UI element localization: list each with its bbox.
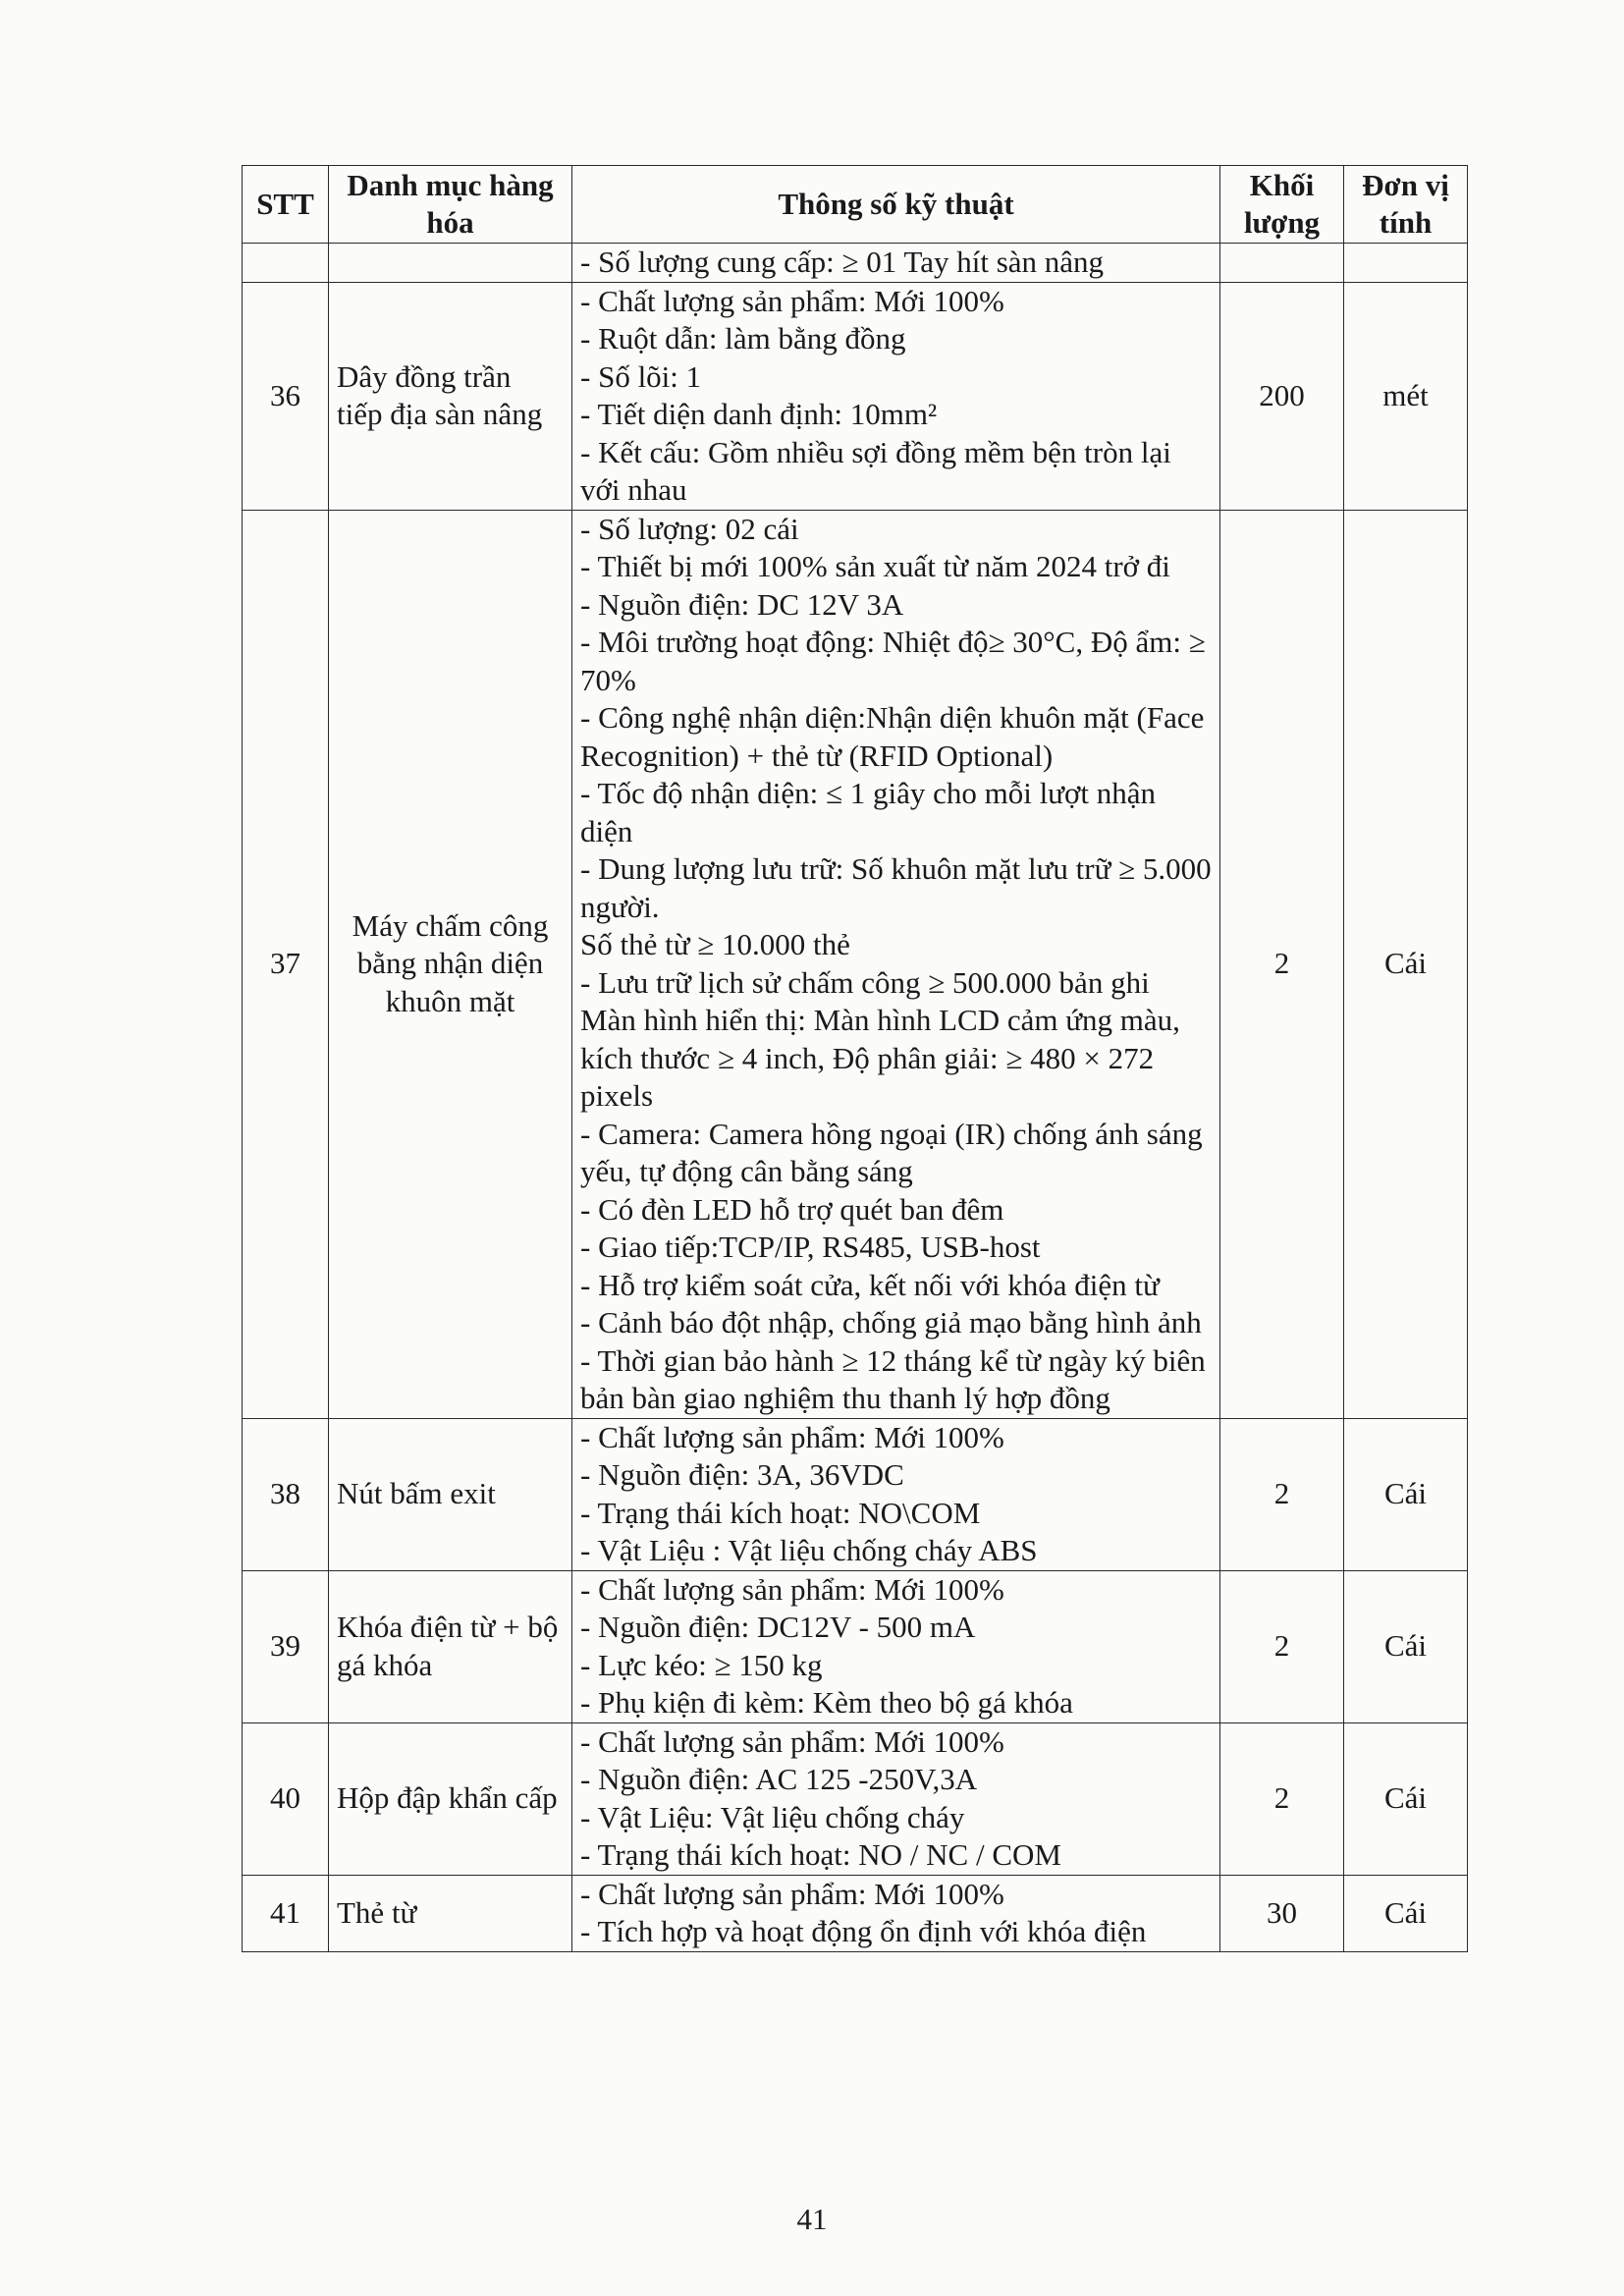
spec-line: - Chất lượng sản phẩm: Mới 100% [580, 1571, 1004, 1607]
table-row [243, 510, 1468, 1418]
spec-line: - Trạng thái kích hoạt: NO / NC / COM [580, 1837, 1061, 1872]
cell-spec [572, 1418, 1220, 1570]
table-row [243, 1570, 1468, 1722]
page-number: 41 [796, 2202, 828, 2236]
cell-stt: 36 [243, 282, 329, 510]
cell-quantity: 200 [1220, 282, 1344, 510]
spec-line: - Cảnh báo đột nhập, chống giả mạo bằng hình ảnh [580, 1305, 1202, 1339]
cell-stt: 40 [243, 1722, 329, 1875]
spec-line: - Nguồn điện: AC 125 -250V,3A [580, 1762, 978, 1796]
spec-line: - Hỗ trợ kiểm soát cửa, kết nối với khóa điện từ [580, 1267, 1160, 1302]
spec-line: - Có đèn LED hỗ trợ quét ban đêm [580, 1191, 1004, 1227]
spec-line: - Tích hợp và hoạt động ổn định với khóa điện [580, 1914, 1147, 1948]
cell-spec: - Số lượng cung cấp: ≥ 01 Tay hít sàn nâng [572, 244, 1220, 283]
table-row-continuation [243, 244, 1468, 283]
spec-line: - Tốc độ nhận diện: ≤ 1 giây cho mỗi lượt nhận diện [580, 776, 1157, 848]
cell-quantity: 2 [1220, 510, 1344, 1418]
header-stt: STT [243, 166, 329, 244]
spec-line: - Phụ kiện đi kèm: Kèm theo bộ gá khóa [580, 1685, 1073, 1720]
spec-line: - Số lõi: 1 [580, 358, 702, 394]
cell-spec [572, 510, 1220, 1418]
cell-name [329, 244, 572, 283]
cell-quantity: 2 [1220, 1722, 1344, 1875]
cell-unit: Cái [1344, 510, 1468, 1418]
spec-line: Màn hình hiển thị: Màn hình LCD cảm ứng màu, kích thước ≥ 4 inch, Độ phân giải: ≥ 480 × 272 pixels [580, 1003, 1180, 1113]
spec-line: - Lưu trữ lịch sử chấm công ≥ 500.000 bản ghi [580, 964, 1150, 1000]
spec-line: - Chất lượng sản phẩm: Mới 100% [580, 1723, 1004, 1759]
spec-line: - Nguồn điện: 3A, 36VDC [580, 1457, 904, 1492]
cell-spec [572, 1875, 1220, 1951]
cell-spec [572, 1570, 1220, 1722]
spec-table [242, 165, 1468, 1952]
spec-line: - Giao tiếp:TCP/IP, RS485, USB-host [580, 1230, 1041, 1264]
spec-line: - Trạng thái kích hoạt: NO\COM [580, 1495, 981, 1530]
cell-name: Khóa điện từ + bộ gá khóa [329, 1570, 572, 1722]
cell-unit: Cái [1344, 1418, 1468, 1570]
cell-stt [243, 244, 329, 283]
cell-spec [572, 282, 1220, 510]
cell-unit: Cái [1344, 1722, 1468, 1875]
spec-line: - Nguồn điện: DC 12V 3A [580, 586, 904, 622]
spec-line: Số thẻ từ ≥ 10.000 thẻ [580, 927, 850, 961]
cell-unit: Cái [1344, 1570, 1468, 1722]
cell-name: Máy chấm công bằng nhận diện khuôn mặt [329, 510, 572, 1418]
cell-quantity: 2 [1220, 1418, 1344, 1570]
table-row [243, 1722, 1468, 1875]
header-row [243, 166, 1468, 244]
cell-unit [1344, 244, 1468, 283]
header-quantity: Khối lượng [1220, 166, 1344, 244]
spec-line: - Dung lượng lưu trữ: Số khuôn mặt lưu trữ ≥ 5.000 người. [580, 851, 1212, 924]
spec-line: - Tiết diện danh định: 10mm² [580, 397, 938, 431]
cell-name: Hộp đập khẩn cấp [329, 1722, 572, 1875]
spec-line: - Thiết bị mới 100% sản xuất từ năm 2024 trở đi [580, 549, 1170, 583]
cell-quantity: 2 [1220, 1570, 1344, 1722]
cell-name: Nút bấm exit [329, 1418, 572, 1570]
spec-line: - Kết cấu: Gồm nhiều sợi đồng mềm bện tròn lại với nhau [580, 434, 1171, 507]
header-category: Danh mục hàng hóa [329, 166, 572, 244]
cell-name: Dây đồng trần tiếp địa sàn nâng [329, 282, 572, 510]
spec-line: - Lực kéo: ≥ 150 kg [580, 1647, 823, 1682]
cell-quantity: 30 [1220, 1875, 1344, 1951]
cell-stt: 38 [243, 1418, 329, 1570]
table-row [243, 1875, 1468, 1951]
spec-line: - Camera: Camera hồng ngoại (IR) chống ánh sáng yếu, tự động cân bằng sáng [580, 1116, 1203, 1188]
spec-line: - Chất lượng sản phẩm: Mới 100% [580, 1419, 1004, 1454]
spec-line: - Số lượng: 02 cái [580, 511, 799, 546]
table-body [243, 244, 1468, 1952]
table-row [243, 282, 1468, 510]
spec-line: - Nguồn điện: DC12V - 500 mA [580, 1610, 976, 1644]
cell-stt: 41 [243, 1875, 329, 1951]
spec-line: - Ruột dẫn: làm bằng đồng [580, 321, 906, 355]
cell-stt: 37 [243, 510, 329, 1418]
cell-unit: Cái [1344, 1875, 1468, 1951]
spec-line: - Chất lượng sản phẩm: Mới 100% [580, 283, 1004, 318]
table-row [243, 1418, 1468, 1570]
cell-name: Thẻ từ [329, 1875, 572, 1951]
cell-unit: mét [1344, 282, 1468, 510]
spec-line: - Chất lượng sản phẩm: Mới 100% [580, 1876, 1004, 1911]
cell-stt: 39 [243, 1570, 329, 1722]
spec-line: - Môi trường hoạt động: Nhiệt độ≥ 30°C, Độ ẩm: ≥ 70% [580, 625, 1206, 697]
spec-line: - Thời gian bảo hành ≥ 12 tháng kể từ ngày ký biên bản bàn giao nghiệm thu thanh lý hợp đồng [580, 1342, 1206, 1415]
cell-spec [572, 1722, 1220, 1875]
cell-quantity [1220, 244, 1344, 283]
spec-line: - Vật Liệu: Vật liệu chống cháy [580, 1799, 965, 1834]
header-unit: Đơn vị tính [1344, 166, 1468, 244]
header-spec: Thông số kỹ thuật [572, 166, 1220, 244]
spec-line: - Vật Liệu : Vật liệu chống cháy ABS [580, 1533, 1038, 1567]
spec-line: - Công nghệ nhận diện:Nhận diện khuôn mặt (Face Recognition) + thẻ từ (RFID Optional) [580, 700, 1205, 773]
